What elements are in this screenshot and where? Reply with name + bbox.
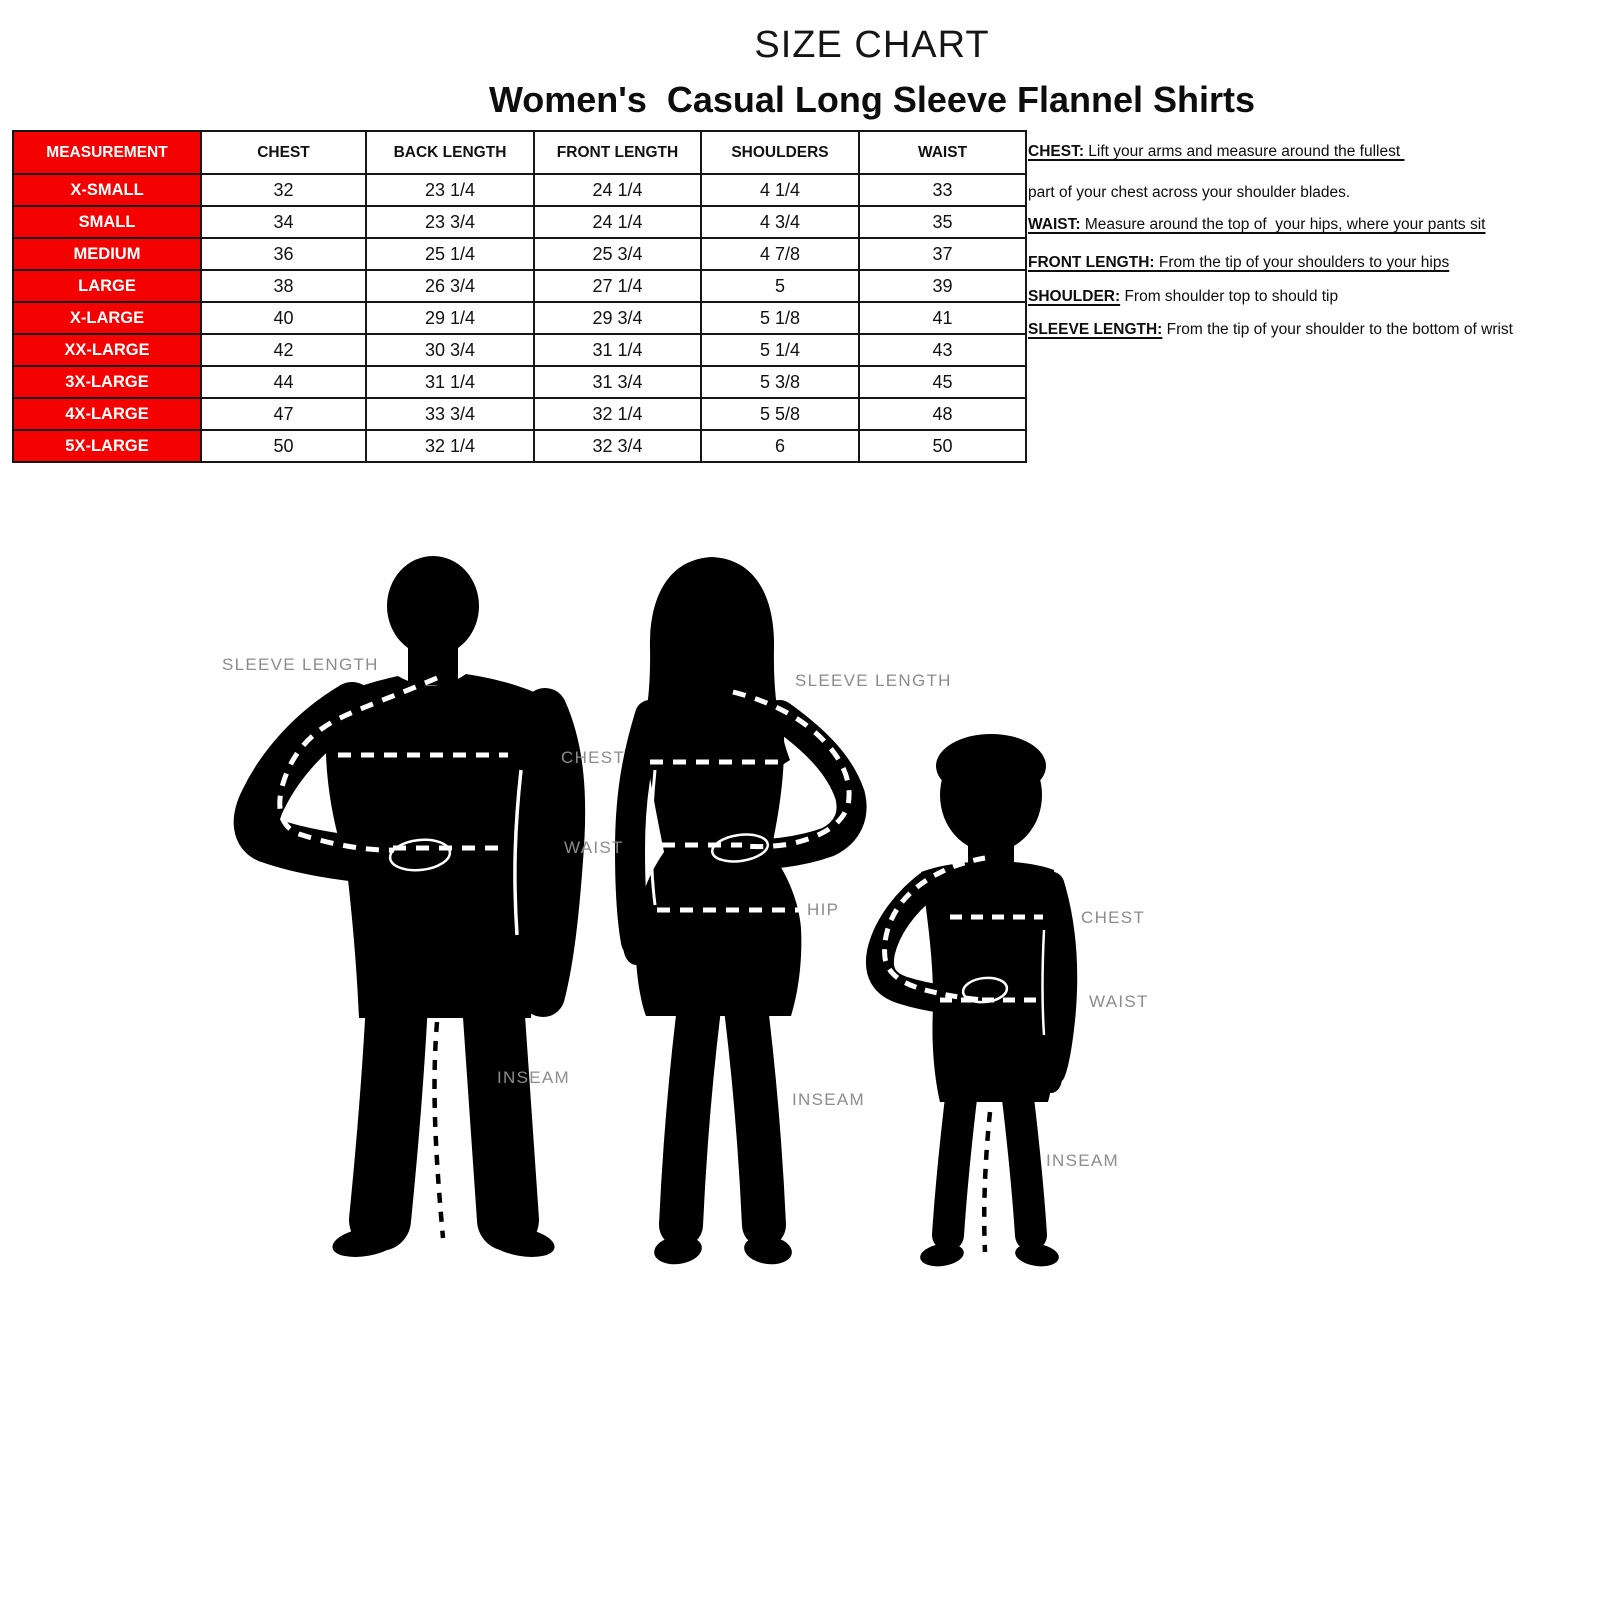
value-cell: 29 1/4 xyxy=(366,302,534,334)
value-cell: 38 xyxy=(201,270,366,302)
value-cell: 32 1/4 xyxy=(366,430,534,462)
size-cell: 4X-LARGE xyxy=(13,398,201,430)
instruction-term: CHEST: xyxy=(1028,143,1084,160)
value-cell: 33 xyxy=(859,174,1026,206)
inseam-label-man: INSEAM xyxy=(497,1068,570,1087)
value-cell: 31 1/4 xyxy=(366,366,534,398)
instruction-term: SHOULDER: xyxy=(1028,288,1121,305)
value-cell: 31 3/4 xyxy=(534,366,701,398)
instruction-text: Measure around the top of your hips, where your pants sit xyxy=(1080,216,1486,233)
size-cell: SMALL xyxy=(13,206,201,238)
value-cell: 5 1/4 xyxy=(701,334,859,366)
value-cell: 47 xyxy=(201,398,366,430)
inseam-label-woman: INSEAM xyxy=(792,1090,865,1109)
header-back-length: BACK LENGTH xyxy=(366,131,534,174)
value-cell: 24 1/4 xyxy=(534,206,701,238)
chest-label-child: CHEST xyxy=(1081,908,1146,927)
instruction-text: Lift your arms and measure around the fullest xyxy=(1083,143,1405,160)
size-cell: MEDIUM xyxy=(13,238,201,270)
value-cell: 45 xyxy=(859,366,1026,398)
value-cell: 5 1/8 xyxy=(701,302,859,334)
header-front-length: FRONT LENGTH xyxy=(534,131,701,174)
header-chest: CHEST xyxy=(201,131,366,174)
size-cell: 5X-LARGE xyxy=(13,430,201,462)
instruction-term: WAIST: xyxy=(1028,216,1081,233)
value-cell: 5 xyxy=(701,270,859,302)
value-cell: 48 xyxy=(859,398,1026,430)
header-measurement: MEASUREMENT xyxy=(13,131,201,174)
instruction-text: part of your chest across your shoulder blades. xyxy=(1028,184,1351,201)
header-waist: WAIST xyxy=(859,131,1026,174)
value-cell: 6 xyxy=(701,430,859,462)
value-cell: 4 3/4 xyxy=(701,206,859,238)
waist-label-child: WAIST xyxy=(1089,992,1149,1011)
size-cell: X-SMALL xyxy=(13,174,201,206)
value-cell: 37 xyxy=(859,238,1026,270)
inseam-label-child: INSEAM xyxy=(1046,1151,1119,1170)
value-cell: 36 xyxy=(201,238,366,270)
page-title: SIZE CHART xyxy=(754,24,990,66)
value-cell: 32 1/4 xyxy=(534,398,701,430)
child-inseam-measure-line xyxy=(984,1112,990,1252)
value-cell: 41 xyxy=(859,302,1026,334)
value-cell: 40 xyxy=(201,302,366,334)
value-cell: 32 xyxy=(201,174,366,206)
hip-label-woman: HIP xyxy=(807,900,840,919)
value-cell: 50 xyxy=(201,430,366,462)
child-silhouette xyxy=(880,734,1064,1269)
value-cell: 39 xyxy=(859,270,1026,302)
size-cell: 3X-LARGE xyxy=(13,366,201,398)
sleeve-length-label-man: SLEEVE LENGTH xyxy=(222,655,379,674)
instruction-term: FRONT LENGTH: xyxy=(1028,254,1155,271)
waist-label-shared: WAIST xyxy=(564,838,624,857)
value-cell: 4 1/4 xyxy=(701,174,859,206)
chest-label-shared: CHEST xyxy=(561,748,626,767)
value-cell: 31 1/4 xyxy=(534,334,701,366)
size-cell: LARGE xyxy=(13,270,201,302)
header-shoulders: SHOULDERS xyxy=(701,131,859,174)
value-cell: 23 3/4 xyxy=(366,206,534,238)
sleeve-length-label-woman: SLEEVE LENGTH xyxy=(795,671,952,690)
man-inseam-measure-line xyxy=(435,1022,443,1238)
value-cell: 25 1/4 xyxy=(366,238,534,270)
value-cell: 5 3/8 xyxy=(701,366,859,398)
size-cell: XX-LARGE xyxy=(13,334,201,366)
value-cell: 23 1/4 xyxy=(366,174,534,206)
value-cell: 32 3/4 xyxy=(534,430,701,462)
instruction-text: From the tip of your shoulder to the bottom of wrist xyxy=(1162,321,1513,338)
value-cell: 30 3/4 xyxy=(366,334,534,366)
value-cell: 27 1/4 xyxy=(534,270,701,302)
page-subtitle: Women's Casual Long Sleeve Flannel Shirts xyxy=(488,79,1256,120)
value-cell: 33 3/4 xyxy=(366,398,534,430)
value-cell: 42 xyxy=(201,334,366,366)
value-cell: 4 7/8 xyxy=(701,238,859,270)
value-cell: 29 3/4 xyxy=(534,302,701,334)
value-cell: 5 5/8 xyxy=(701,398,859,430)
instruction-text: From shoulder top to should tip xyxy=(1120,288,1339,305)
value-cell: 43 xyxy=(859,334,1026,366)
value-cell: 24 1/4 xyxy=(534,174,701,206)
value-cell: 25 3/4 xyxy=(534,238,701,270)
value-cell: 35 xyxy=(859,206,1026,238)
value-cell: 44 xyxy=(201,366,366,398)
value-cell: 26 3/4 xyxy=(366,270,534,302)
instruction-text: From the tip of your shoulders to your hips xyxy=(1154,254,1450,271)
size-cell: X-LARGE xyxy=(13,302,201,334)
value-cell: 50 xyxy=(859,430,1026,462)
instruction-term: SLEEVE LENGTH: xyxy=(1028,321,1163,338)
value-cell: 34 xyxy=(201,206,366,238)
